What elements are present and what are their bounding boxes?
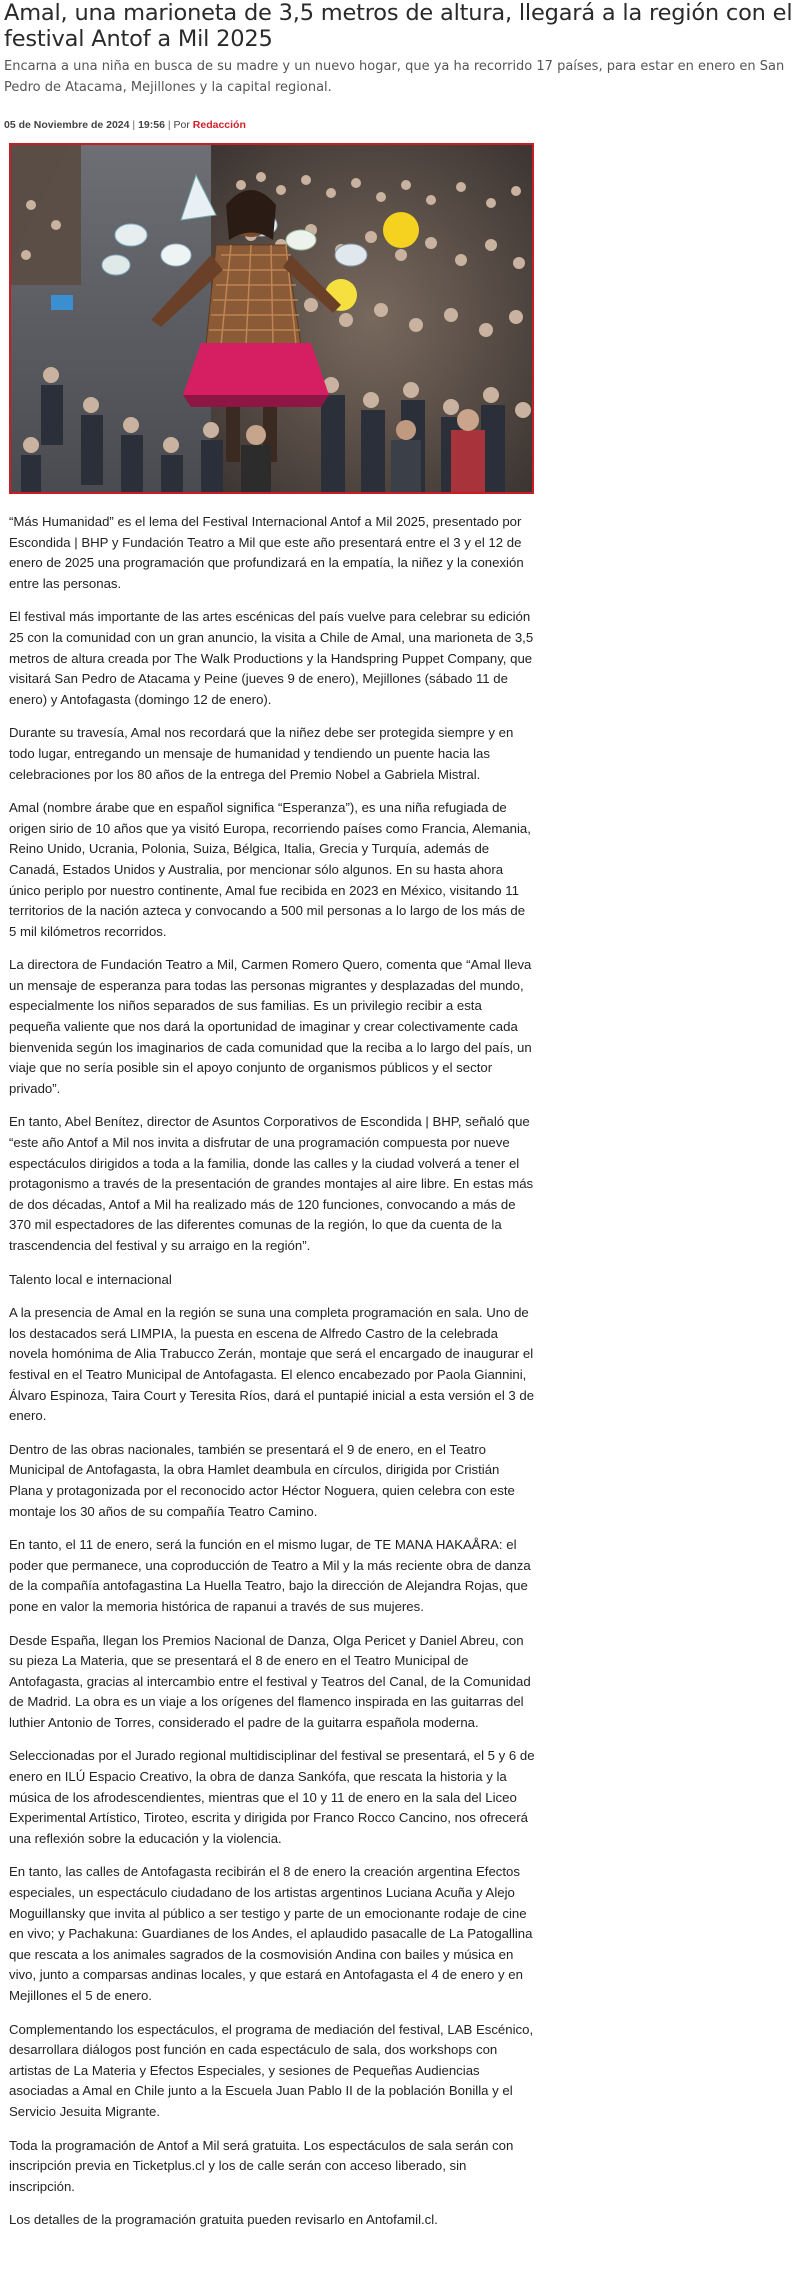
by-label: Por bbox=[173, 119, 190, 131]
article-paragraph: Dentro de las obras nacionales, también se presentará el 9 de enero, en el Teatro Municipal de Antofagasta, la obra Hamlet deambula en círculos, dirigida por Cristián Plana y protagonizada por el reconocido actor Héctor Noguera, quien celebra con este montaje los 30 años de su compañía Teatro Camino. bbox=[9, 1441, 515, 1519]
article-photo bbox=[9, 143, 534, 494]
article-body bbox=[9, 512, 536, 2244]
article-paragraph: Seleccionadas por el Jurado regional multidisciplinar del festival se presentará, el 5 y 6 de enero en ILÚ Espacio Creativo, la obra de danza Sankófa, que rescata la historia y la música de los afrodescendientes, mientras que el 10 y 11 de enero en la sala del Liceo Experimental Artístico, Tiroteo, escrita y dirigida por Franco Rocco Cancino, nos ofrecerá una reflexión sobre la educación y la violencia. bbox=[9, 1748, 535, 1846]
article-paragraph: Amal (nombre árabe que en español significa “Esperanza”), es una niña refugiada de origen sirio de 10 años que ya visitó Europa, recorriendo países como Francia, Alemania, Reino Unido, Ucrania, Polonia, Suiza, Bélgica, Italia, Grecia y Turquía, además de Canadá, Estados Unidos y Australia, por mencionar sólo algunos. En su hasta ahora único periplo por nuestro continente, Amal fue recibida en 2023 en México, visitando 11 territorios de la nación azteca y convocando a 500 mil personas a lo largo de los más de 5 mil kilómetros recorridos. bbox=[9, 800, 531, 939]
article-paragraph: Desde España, llegan los Premios Nacional de Danza, Olga Pericet y Daniel Abreu, con su pieza La Materia, que se presentará el 8 de enero en el Teatro Municipal de Antofagasta, gracias al intercambio entre el festival y Teatros del Canal, de la Comunidad de Madrid. La obra es un viaje a los orígenes del flamenco inspirada en las guitarras del luthier Antonio de Torres, considerado el padre de la guitarra española moderna. bbox=[9, 1632, 531, 1730]
article-subtitle: Encarna a una niña en busca de su madre y un nuevo hogar, que ya ha recorrido 17 países, para estar en enero en San Pedro de Atacama, Mejillones y la capital regional. bbox=[4, 59, 785, 95]
article-date: 05 de Noviembre de 2024 bbox=[4, 119, 130, 131]
meta-separator: | bbox=[167, 119, 171, 131]
article-paragraph: A la presencia de Amal en la región se suna una completa programación en sala. Uno de los destacados será LIMPIA, la puesta en escena de Alfredo Castro de la celebrada novela homónima de Alia Trabucco Zerán, montaje que será el encargado de inaugurar el festival en el Teatro Municipal de Antofagasta. El elenco encabezado por Paola Giannini, Álvaro Espinoza, Taira Court y Teresita Ríos, dará el puntapié inicial a esta versión el 3 de enero. bbox=[9, 1305, 535, 1424]
article-paragraph: En tanto, Abel Benítez, director de Asuntos Corporativos de Escondida | BHP, señaló que “este año Antof a Mil nos invita a disfrutar de una programación compuesta por nueve espectáculos dirigidos a toda a la familia, donde las calles y la ciudad volverá a tener el protagonismo a través de la presentación de grandes montajes al aire libre. En estas más de dos décadas, Antof a Mil ha realizado más de 120 funciones, convocando a más de 370 mil espectadores de las diferentes comunas de la región, lo que da cuenta de la trascendencia del festival y su arraigo en la región”. bbox=[9, 1114, 534, 1253]
article-paragraph: Los detalles de la programación gratuita pueden revisarlo en Antofamil.cl. bbox=[9, 2212, 438, 2228]
article-paragraph: La directora de Fundación Teatro a Mil, Carmen Romero Quero, comenta que “Amal lleva un mensaje de esperanza para todas las personas migrantes y desplazadas del mundo, especialmente los niños separados de sus familias. Es un privilegio recibir a esta pequeña valiente que nos dará la oportunidad de imaginar y crear colectivamente cada bienvenida según los imaginarios de cada comunidad que la reciba a lo largo del país, un viaje que no sería posible sin el apoyo conjunto de organismos públicos y el sector privado”. bbox=[9, 957, 532, 1096]
article-paragraph: En tanto, el 11 de enero, será la función en el mismo lugar, de TE MANA HAKAÅRA: el poder que permanece, una coproducción de Teatro a Mil y la más reciente obra de danza de la compañía antofagastina La Huella Teatro, bajo la dirección de Alejandra Rojas, que pone en valor la memoria histórica de rapanui a través de sus mujeres. bbox=[9, 1537, 531, 1614]
article-paragraph: “Más Humanidad” es el lema del Festival Internacional Antof a Mil 2025, presentado por Escondida | BHP y Fundación Teatro a Mil que este año presentará entre el 3 y el 12 de enero de 2025 una programación que profundizará en la empatía, la niñez y la conexión entre las personas. bbox=[9, 514, 524, 591]
article-meta bbox=[4, 119, 246, 131]
article-paragraph: Complementando los espectáculos, el programa de mediación del festival, LAB Escénico, desarrollara diálogos post función en cada espectáculo de sala, dos workshops con artistas de La Materia y Efectos Especiales, y sesiones de Pequeñas Audiencias asociadas a Amal en Chile junto a la Escuela Juan Pablo II de la población Bonilla y el Servicio Jesuita Migrante. bbox=[9, 2021, 534, 2119]
article-paragraph: El festival más importante de las artes escénicas del país vuelve para celebrar su edición 25 con la comunidad con un gran anuncio, la visita a Chile de Amal, una marioneta de 3,5 metros de altura creada por The Walk Productions y la Handspring Puppet Company, que visitará San Pedro de Atacama y Peine (jueves 9 de enero), Mejillones (sábado 11 de enero) y Antofagasta (domingo 12 de enero). bbox=[9, 609, 534, 707]
article-paragraph: Durante su travesía, Amal nos recordará que la niñez debe ser protegida siempre y en todo lugar, entregando un mensaje de humanidad y tendiendo un puente hacia las celebraciones por los 80 años de la entrega del Premio Nobel a Gabriela Mistral. bbox=[9, 725, 514, 782]
article-author-link[interactable]: Redacción bbox=[192, 119, 246, 131]
article-paragraph: En tanto, las calles de Antofagasta recibirán el 8 de enero la creación argentina Efectos especiales, un espectáculo ciudadano de los artistas argentinos Luciana Acuña y Alejo Moguillansky que invita al público a ser testigo y parte de un emocionante rodaje de cine en vivo; y Pachakuna: Guardianes de los Andes, el aplaudido pasacalle de La Patogallina que rescata a los animales sagrados de la cosmovisión Andina con bailes y música en vivo, junto a comparsas andinas locales, y que estará en Antofagasta el 4 de enero y en Mejillones el 5 de enero. bbox=[9, 1864, 533, 2003]
article-paragraph: Toda la programación de Antof a Mil será gratuita. Los espectáculos de sala serán con inscripción previa en Ticketplus.cl y los de calle serán con acceso liberado, sin inscripción. bbox=[9, 2137, 514, 2194]
section-subheading: Talento local e internacional bbox=[9, 1271, 172, 1287]
article-time: 19:56 bbox=[138, 119, 165, 131]
meta-separator: | bbox=[132, 119, 136, 131]
parade-photo-illustration bbox=[11, 145, 532, 492]
article-title: Amal, una marioneta de 3,5 metros de altura, llegará a la región con el festival Antof a Mil 2025 bbox=[4, 0, 793, 52]
